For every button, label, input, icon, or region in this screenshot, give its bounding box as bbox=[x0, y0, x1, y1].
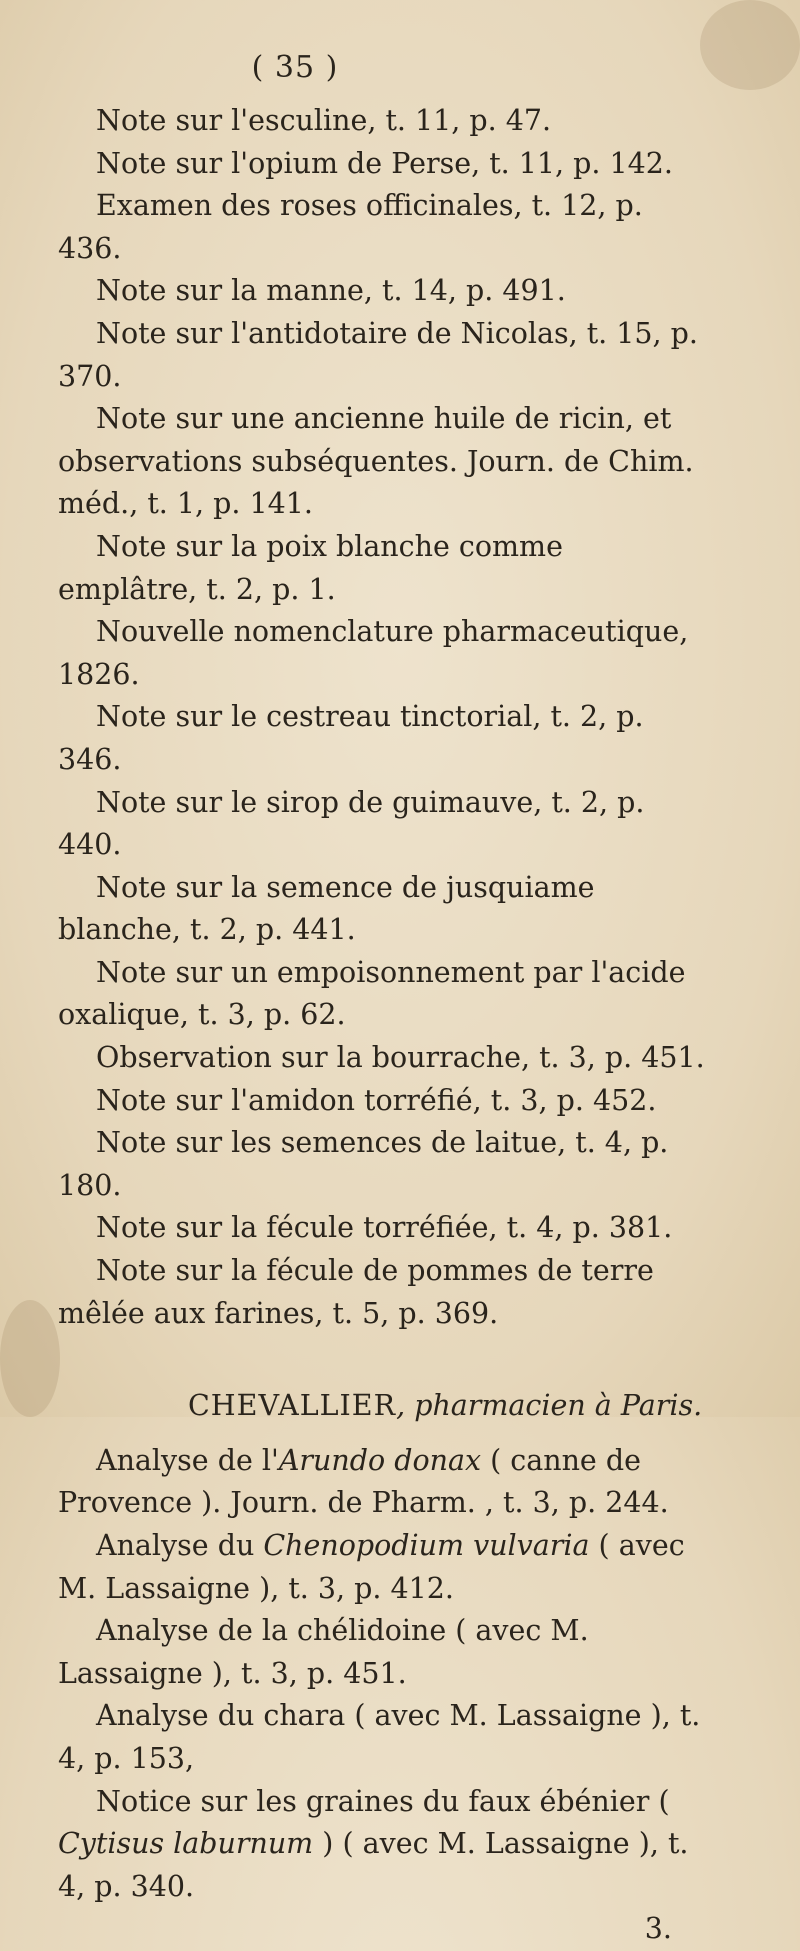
paper-stain bbox=[0, 1300, 60, 1417]
entry-italic: Arundo donax bbox=[278, 1443, 482, 1477]
entry: Analyse de la chélidoine ( avec M. Lassaigne ), t. 3, p. 451. bbox=[58, 1614, 589, 1690]
author-role: , pharmacien à Paris. bbox=[396, 1389, 703, 1423]
entry: Note sur la manne, t. 14, p. 491. bbox=[96, 274, 566, 308]
entry: Note sur un empoisonnement par l'acide oxalique, t. 3, p. 62. bbox=[58, 955, 686, 1032]
entry bbox=[58, 1781, 708, 1909]
entry: Observation sur la bourrache, t. 3, p. 451. bbox=[96, 1041, 705, 1075]
entry: Note sur l'antidotaire de Nicolas, t. 15, p. 370. bbox=[58, 316, 698, 393]
entry-text: Notice sur les graines du faux ébénier ( bbox=[96, 1784, 670, 1818]
entry-italic: Cytisus laburnum bbox=[58, 1827, 314, 1861]
text-body bbox=[58, 100, 708, 1951]
entry-text: Analyse de l' bbox=[96, 1443, 279, 1477]
entry: Note sur l'amidon torréfié, t. 3, p. 452. bbox=[96, 1083, 657, 1117]
entry bbox=[58, 1525, 708, 1610]
entry: Note sur le sirop de guimauve, t. 2, p. 440. bbox=[58, 785, 645, 862]
entry-italic: Chenopodium vulvaria bbox=[263, 1529, 590, 1562]
entry: Note sur le cestreau tinctorial, t. 2, p. 346. bbox=[58, 700, 644, 776]
entry: Note sur la fécule torréfiée, t. 4, p. 381. bbox=[96, 1211, 673, 1245]
entry: Note sur la semence de jusquiame blanche, t. 2, p. 441. bbox=[58, 870, 595, 947]
entry: Note sur la poix blanche comme emplâtre, t. 2, p. 1. bbox=[58, 529, 563, 606]
entry-text: ( avec M. Lassaigne ), t. 3, p. 412. bbox=[58, 1529, 685, 1605]
entry: Analyse du chara ( avec M. Lassaigne ), t. 4, p. 153, bbox=[58, 1699, 701, 1775]
entry: Examen des roses officinales, t. 12, p. 436. bbox=[58, 189, 643, 265]
entry: Nouvelle nomenclature pharmaceutique, 1826. bbox=[58, 615, 689, 691]
entry bbox=[58, 1440, 708, 1525]
entry-text: ( canne de Provence ). Journ. de Pharm. , t. 3, p. 244. bbox=[58, 1443, 669, 1520]
signature-mark: 3. bbox=[644, 1912, 672, 1946]
paper-stain bbox=[700, 0, 800, 90]
entry: Note sur une ancienne huile de ricin, et observations subséquentes. Journ. de Chim. méd., t. 1, p. 141. bbox=[58, 402, 694, 521]
entry-text: Analyse du bbox=[96, 1529, 264, 1562]
page-number: ( 35 ) bbox=[251, 50, 339, 85]
entry: Note sur l'opium de Perse, t. 11, p. 142. bbox=[96, 146, 673, 180]
author-heading bbox=[58, 1385, 708, 1428]
entry: Note sur l'esculine, t. 11, p. 47. bbox=[96, 104, 552, 137]
entry-text: ) ( avec M. Lassaigne ), t. 4, p. 340. bbox=[58, 1827, 689, 1903]
entry: Note sur la fécule de pommes de terre mêlée aux farines, t. 5, p. 369. bbox=[58, 1254, 654, 1330]
entry: Note sur les semences de laitue, t. 4, p. 180. bbox=[58, 1126, 669, 1202]
author-name: CHEVALLIER bbox=[188, 1389, 397, 1423]
